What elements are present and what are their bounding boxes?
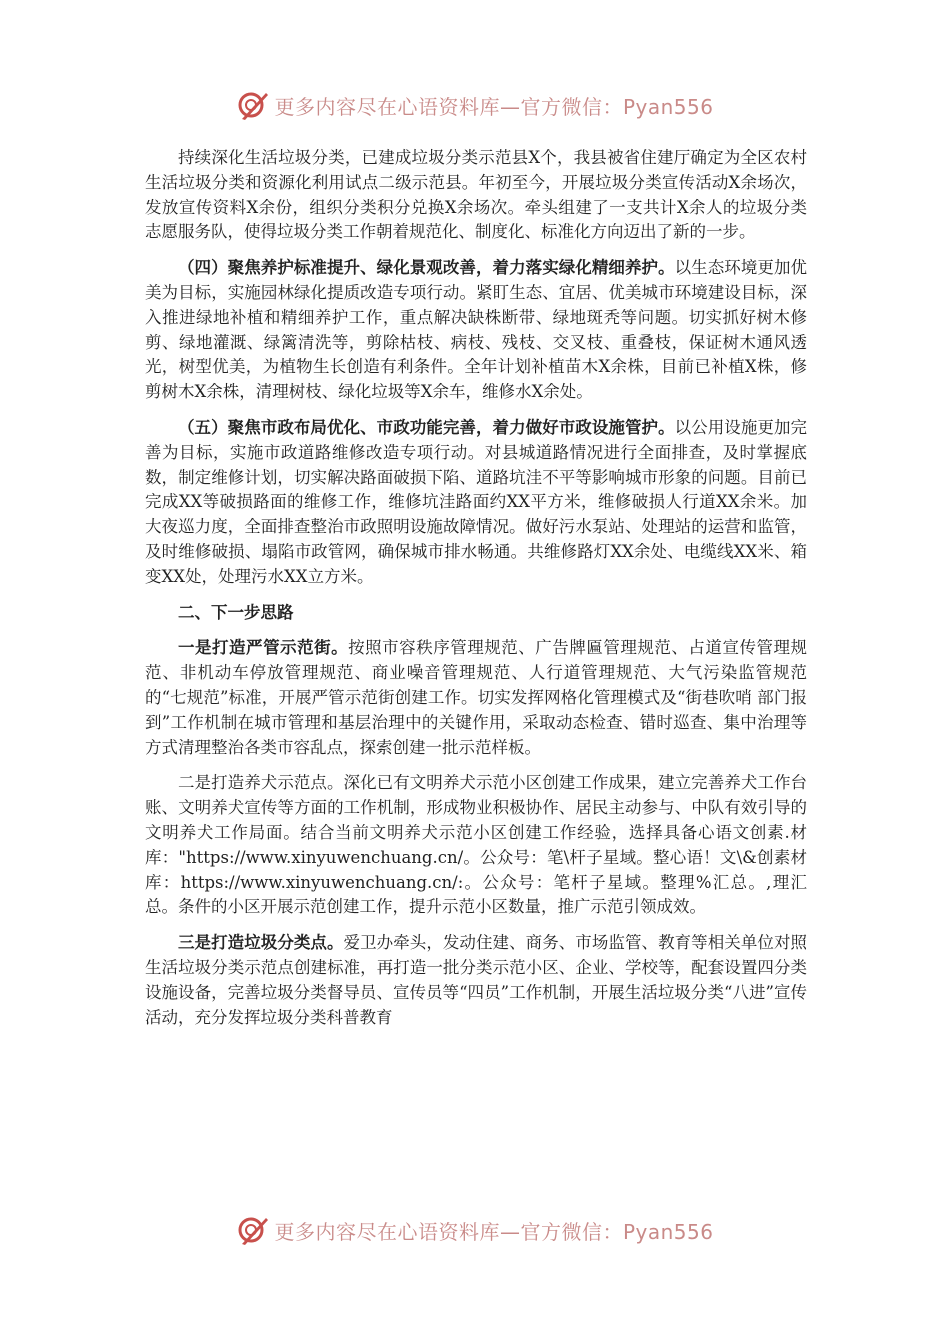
section-heading: 二、下一步思路 [178, 602, 294, 622]
banner-text: 更多内容尽在心语资料库—官方微信：Pyan556 [274, 94, 714, 119]
document-body [145, 146, 807, 1041]
header-banner [0, 85, 950, 125]
paragraph: 二是打造养犬示范点。深化已有文明养犬示范小区创建工作成果，建立完善养犬工作台账、文明养犬宣传等方面的工作机制，形成物业积极协作、居民主动参与、中队有效引导的文明养犬工作局面。结合当前文明养犬示范小区创建工作经验，选择具备心语文创素.材库："https://www.xinyuwenchuang.cn/。公众号：笔\杆子星域。整心语！文\&创素材库：https://www.xinyuwenchuang.cn/:。公众号：笔杆子星域。整理%汇总。,理汇总。条件的小区开展示范创建工作，提升示范小区数量，推广示范引领成效。 [145, 773, 807, 917]
paragraph: （四）聚焦养护标准提升、绿化景观改善，着力落实绿化精细养护。以生态环境更加优美为目标，实施园林绿化提质改造专项行动。紧盯生态、宜居、优美城市环境建设目标，深入推进绿地补植和精细养护工作，重点解决缺株断带、绿地斑秃等问题。切实抓好树木修剪、绿地灌溉、绿篱清洗等，剪除枯枝、病枝、残枝、交叉枝、重叠枝，保证树木通风透光，树型优美，为植物生长创造有利条件。全年计划补植苗木X余株，目前已补植X株，修剪树木X余株，清理树枝、绿化垃圾等X余车，维修水X余处。 [145, 258, 808, 402]
section-heading: （四）聚焦养护标准提升、绿化景观改善，着力落实绿化精细养护。 [178, 258, 675, 278]
banner-text: 更多内容尽在心语资料库—官方微信：Pyan556 [274, 1219, 714, 1244]
paragraph [145, 601, 807, 626]
section-heading: 三是打造垃圾分类点。 [178, 933, 344, 953]
paragraph: 持续深化生活垃圾分类，已建成垃圾分类示范县X个，我县被省住建厅确定为全区农村生活垃圾分类和资源化利用试点二级示范县。年初至今，开展垃圾分类宣传活动X余场次，发放宣传资料X余份，组织分类积分兑换X余场次。牵头组建了一支共计X余人的垃圾分类志愿服务队，使得垃圾分类工作朝着规范化、制度化、标准化方向迈出了新的一步。 [145, 148, 807, 242]
paragraph: 一是打造严管示范街。按照市容秩序管理规范、广告牌匾管理规范、占道宣传管理规范、非机动车停放管理规范、商业噪音管理规范、人行道管理规范、大气污染监管规范的“七规范”标准，开展严管示范街创建工作。切实发挥网格化管理模式及“街巷吹哨 部门报到”工作机制在城市管理和基层治理中的关键作用，采取动态检查、错时巡查、集中治理等方式清理整治各类市容乱点，探索创建一批示范样板。 [145, 638, 808, 757]
pen-logo-icon [236, 88, 270, 122]
footer-banner [0, 1210, 950, 1250]
pen-logo-icon [236, 1213, 270, 1247]
section-heading: 一是打造严管示范街。 [178, 638, 349, 658]
paragraph: 三是打造垃圾分类点。爱卫办牵头，发动住建、商务、市场监管、教育等相关单位对照生活垃圾分类示范点创建标准，再打造一批分类示范小区、企业、学校等，配套设置四分类设施设备，完善垃圾分类督导员、宣传员等“四员”工作机制，开展生活垃圾分类“八进”宣传活动，充分发挥垃圾分类科普教育 [145, 933, 808, 1027]
section-heading: （五）聚焦市政布局优化、市政功能完善，着力做好市政设施管护。 [178, 417, 675, 437]
paragraph: （五）聚焦市政布局优化、市政功能完善，着力做好市政设施管护。以公用设施更加完善为目标，实施市政道路维修改造专项行动。对县城道路情况进行全面排查，及时掌握底数，制定维修计划，切实解决路面破损下陷、道路坑洼不平等影响城市形象的问题。目前已完成XX等破损路面的维修工作，维修坑洼路面约XX平方米，维修破损人行道XX余米。加大夜巡力度，全面排查整治市政照明设施故障情况。做好污水泵站、处理站的运营和监管，及时维修破损、塌陷市政管网，确保城市排水畅通。共维修路灯XX余处、电缆线XX米、箱变XX处，处理污水XX立方米。 [145, 417, 808, 586]
